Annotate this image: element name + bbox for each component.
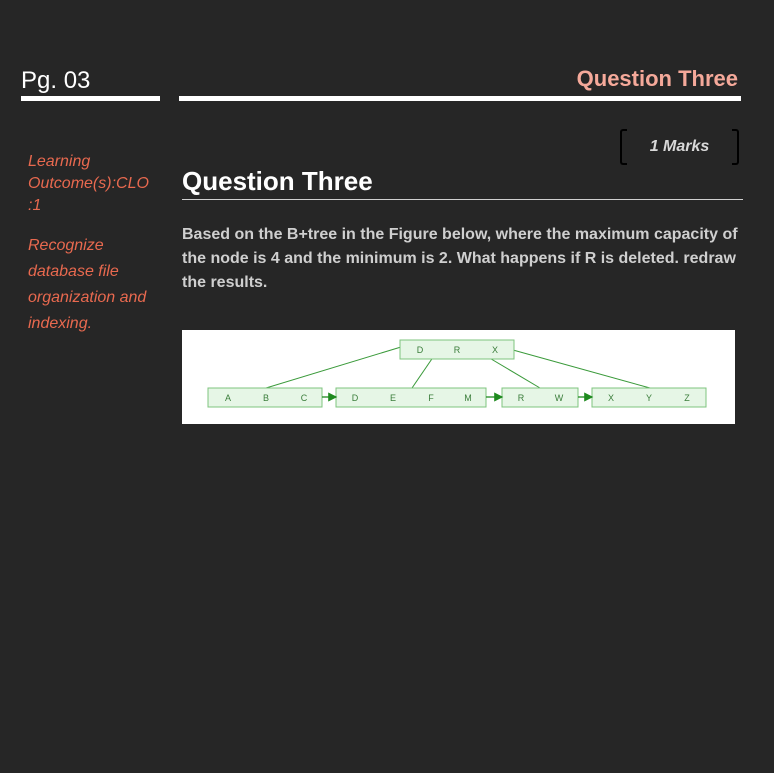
bplus-tree-diagram [182, 330, 735, 424]
root-key: D [416, 345, 424, 355]
header-underline [179, 96, 741, 101]
leaf-key: Y [645, 393, 653, 403]
leaf-key: A [224, 393, 232, 403]
marks-text: 1 Marks [649, 138, 710, 155]
bplus-tree-figure [182, 330, 735, 424]
question-title: Question Three [182, 166, 373, 196]
leaf-key: X [607, 393, 615, 403]
leaf-key: B [262, 393, 270, 403]
right-bracket [732, 129, 739, 165]
leaf-node [502, 388, 578, 407]
leaf-key: F [428, 393, 434, 403]
page-number-underline [21, 96, 160, 101]
root-key: R [453, 345, 461, 355]
sidebar [28, 151, 158, 337]
marks-box [620, 129, 739, 163]
leaf-key: M [464, 393, 472, 403]
leaf-key: Z [684, 393, 690, 403]
pointer-root-to-leaf-4 [513, 350, 650, 388]
learning-objective: Recognize database file organization and indexing. [28, 237, 147, 332]
leaf-key: D [351, 393, 359, 403]
page-number: Pg. 03 [21, 67, 91, 94]
learning-outcome-label: Learning Outcome(s):CLO :1 [28, 153, 149, 214]
leaf-key: E [389, 393, 397, 403]
question-text: Based on the B+tree in the Figure below, where the maximum capacity of the node is 4 and the minimum is 2. What happens if R is deleted. redraw the results. [182, 226, 738, 291]
root-key: X [491, 345, 499, 355]
pointer-root-to-leaf-1 [266, 347, 401, 388]
leaf-key: C [300, 393, 308, 403]
header-title: Question Three [576, 66, 738, 91]
leaf-key: W [554, 393, 564, 403]
leaf-key: R [517, 393, 525, 403]
question-title-rule [182, 199, 743, 200]
